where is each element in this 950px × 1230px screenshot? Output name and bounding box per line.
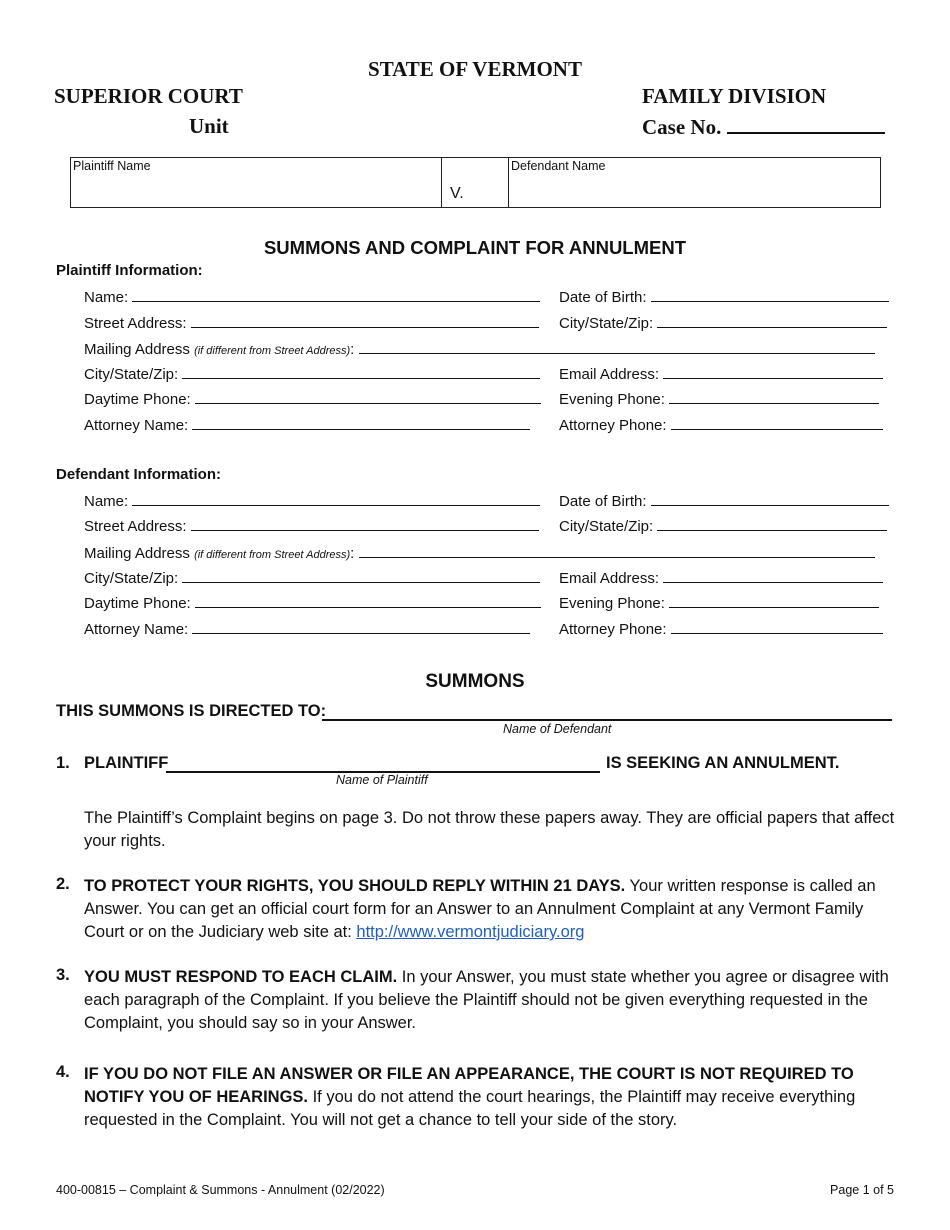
defendant-email-row: Email Address: (559, 568, 883, 587)
item-2-number: 2. (56, 875, 70, 893)
item-4-paragraph: IF YOU DO NOT FILE AN ANSWER OR FILE AN APPEARANCE, THE COURT IS NOT REQUIRED TO NOTIFY YOU OF HEARINGS. If you do not attend the court hearings, the Plaintiff may receive everything requested in the Complaint. You will not get a chance to tell your side of the story. (84, 1065, 856, 1129)
directed-to-label: THIS SUMMONS IS DIRECTED TO: (56, 702, 327, 720)
plaintiff-attyname-field[interactable] (192, 415, 530, 430)
division-name: FAMILY DIVISION (642, 84, 827, 108)
plaintiff-email-row: Email Address: (559, 364, 883, 383)
plaintiff-name-cell[interactable] (71, 158, 442, 208)
defendant-evephone-row: Evening Phone: (559, 593, 879, 612)
plaintiff-street-row: Street Address: (84, 313, 539, 332)
plaintiff-mailing-field[interactable] (359, 339, 875, 354)
defendant-dayphone-row: Daytime Phone: (84, 593, 541, 612)
defendant-dob-row: Date of Birth: (559, 491, 889, 510)
defendant-dayphone-field[interactable] (195, 593, 541, 608)
plaintiff-info-heading: Plaintiff Information: (56, 262, 203, 279)
plaintiff-name-label: Plaintiff Name (73, 159, 151, 173)
item-1-number: 1. (56, 754, 70, 772)
plaintiff-city-row: City/State/Zip: (559, 313, 887, 332)
item-1-plaintiff-label: PLAINTIFF (84, 754, 169, 772)
plaintiff-attyphone-field[interactable] (671, 415, 883, 430)
plaintiff-city2-row: City/State/Zip: (84, 364, 540, 383)
defendant-attyphone-row: Attorney Phone: (559, 619, 883, 638)
state-title: STATE OF VERMONT (368, 57, 582, 81)
plaintiff-name-row: Name: (84, 287, 540, 306)
form-id-footer: 400-00815 – Complaint & Summons - Annulment (02/2022) (56, 1183, 385, 1197)
defendant-city-field[interactable] (657, 516, 887, 531)
defendant-name-row: Name: (84, 491, 540, 510)
name-of-defendant-caption: Name of Defendant (503, 722, 612, 736)
defendant-city-row: City/State/Zip: (559, 516, 887, 535)
case-number-label: Case No. (642, 114, 885, 140)
defendant-info-heading: Defendant Information: (56, 466, 221, 483)
defendant-dob-field[interactable] (651, 491, 889, 506)
plaintiff-attyname-row: Attorney Name: (84, 415, 530, 434)
plaintiff-evephone-row: Evening Phone: (559, 389, 879, 408)
defendant-evephone-field[interactable] (669, 593, 879, 608)
defendant-name-cell[interactable] (509, 158, 881, 208)
item-4-number: 4. (56, 1063, 70, 1081)
unit-label: Unit (189, 114, 229, 138)
name-of-plaintiff-caption: Name of Plaintiff (336, 773, 428, 787)
defendant-name-label: Defendant Name (511, 159, 606, 173)
defendant-mailing-field[interactable] (359, 543, 875, 558)
plaintiff-mailing-row: Mailing Address (if different from Street Address): (84, 339, 875, 358)
case-caption-box (70, 157, 881, 208)
defendant-street-field[interactable] (191, 516, 539, 531)
plaintiff-name-field[interactable] (132, 287, 540, 302)
plaintiff-city2-field[interactable] (182, 364, 540, 379)
defendant-mailing-row: Mailing Address (if different from Street Address): (84, 543, 875, 562)
defendant-city2-field[interactable] (182, 568, 540, 583)
court-name: SUPERIOR COURT (54, 84, 243, 108)
plaintiff-dayphone-row: Daytime Phone: (84, 389, 541, 408)
defendant-name-field[interactable] (132, 491, 540, 506)
item-2-paragraph: TO PROTECT YOUR RIGHTS, YOU SHOULD REPLY WITHIN 21 DAYS. Your written response is called an Answer. You can get an official court form for an Answer to an Annulment Complaint at any Vermont Family Court or on the Judiciary web site at: http://www.vermontjudiciary.org (84, 877, 876, 941)
versus-label: V. (442, 158, 509, 208)
case-number-field[interactable] (727, 114, 885, 134)
plaintiff-attyphone-row: Attorney Phone: (559, 415, 883, 434)
defendant-email-field[interactable] (663, 568, 883, 583)
plaintiff-dayphone-field[interactable] (195, 389, 541, 404)
item-1-text: The Plaintiff’s Complaint begins on page 3. Do not throw these papers away. They are official papers that affect your rights. (84, 809, 895, 850)
defendant-street-row: Street Address: (84, 516, 539, 535)
plaintiff-email-field[interactable] (663, 364, 883, 379)
form-title: SUMMONS AND COMPLAINT FOR ANNULMENT (263, 237, 687, 258)
plaintiff-city-field[interactable] (657, 313, 887, 328)
plaintiff-evephone-field[interactable] (669, 389, 879, 404)
defendant-attyphone-field[interactable] (671, 619, 883, 634)
plaintiff-dob-field[interactable] (651, 287, 889, 302)
defendant-attyname-row: Attorney Name: (84, 619, 530, 638)
item-1-seeking-text: IS SEEKING AN ANNULMENT. (606, 754, 840, 772)
summons-title: SUMMONS (425, 671, 525, 692)
plaintiff-street-field[interactable] (191, 313, 539, 328)
judiciary-website-link[interactable]: http://www.vermontjudiciary.org (356, 923, 585, 941)
defendant-attyname-field[interactable] (192, 619, 530, 634)
defendant-city2-row: City/State/Zip: (84, 568, 540, 587)
item-3-paragraph: YOU MUST RESPOND TO EACH CLAIM. In your Answer, you must state whether you agree or disagree with each paragraph of the Complaint. If you believe the Plaintiff should not be given everything requested in the Complaint, you should say so in your Answer. (84, 968, 889, 1032)
plaintiff-dob-row: Date of Birth: (559, 287, 889, 306)
page-number: Page 1 of 5 (830, 1183, 894, 1197)
defendant-name-line[interactable] (322, 719, 892, 721)
item-3-number: 3. (56, 966, 70, 984)
